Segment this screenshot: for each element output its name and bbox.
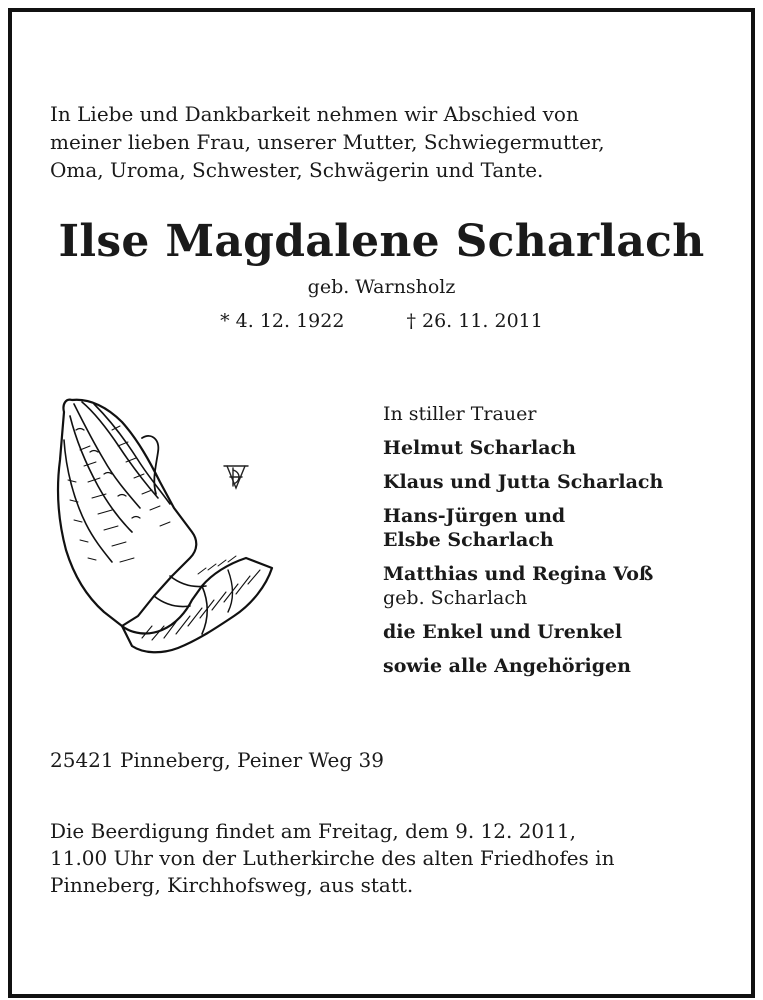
- intro-line: Oma, Uroma, Schwester, Schwägerin und Tante.: [50, 158, 544, 182]
- praying-hands-illustration: [52, 390, 282, 665]
- mourner-name: sowie alle Angehörigen: [383, 655, 631, 677]
- mourner-name: Helmut Scharlach: [383, 437, 576, 459]
- artist-monogram: [221, 462, 251, 492]
- mourner-name: die Enkel und Urenkel: [383, 621, 623, 643]
- funeral-info: [50, 818, 713, 899]
- intro-line: meiner lieben Frau, unserer Mutter, Schwiegermutter,: [50, 130, 605, 154]
- funeral-line: 11.00 Uhr von der Lutherkirche des alten Friedhofes in: [50, 846, 615, 870]
- intro-text: [50, 100, 713, 184]
- birth-date: * 4. 12. 1922: [220, 310, 345, 332]
- life-dates: [0, 310, 763, 332]
- mourner-name: Klaus und Jutta Scharlach: [383, 471, 664, 493]
- mourner-name: Elsbe Scharlach: [383, 529, 554, 551]
- deceased-name: Ilse Magdalene Scharlach: [58, 216, 705, 267]
- mourner-note: geb. Scharlach: [383, 587, 528, 609]
- mourners-list: [383, 402, 723, 678]
- mourning-heading: In stiller Trauer: [383, 403, 537, 425]
- intro-line: In Liebe und Dankbarkeit nehmen wir Abschied von: [50, 102, 579, 126]
- death-date: † 26. 11. 2011: [406, 310, 543, 332]
- mourner-name: Hans-Jürgen und: [383, 505, 566, 527]
- mourner-name: Matthias und Regina Voß: [383, 563, 654, 585]
- maiden-name: geb. Warnsholz: [307, 276, 456, 298]
- address: 25421 Pinneberg, Peiner Weg 39: [50, 748, 384, 772]
- funeral-line: Die Beerdigung findet am Freitag, dem 9. 12. 2011,: [50, 819, 576, 843]
- funeral-line: Pinneberg, Kirchhofsweg, aus statt.: [50, 873, 414, 897]
